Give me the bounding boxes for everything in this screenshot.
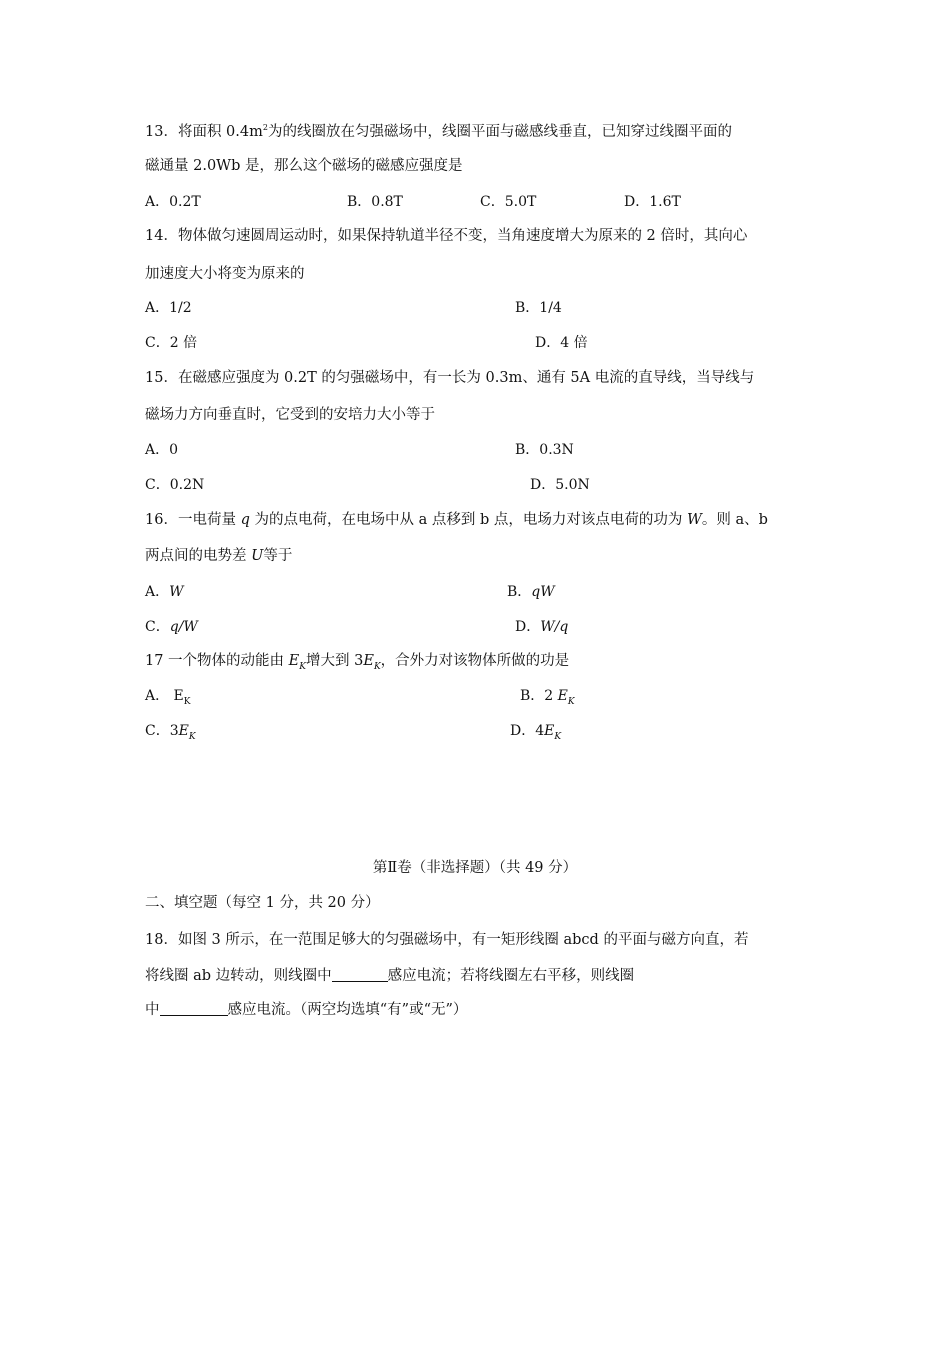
q16-option-b: B．qW [507,584,555,600]
q14-stem-line2: 加速度大小将变为原来的 [145,266,305,282]
q14-option-a: A．1/2 [145,300,192,316]
q14-option-c: C．2 倍 [145,335,198,351]
q17-option-b: B．2 $E_K$ [520,688,575,707]
q18-stem-line3: 中 感应电流。（两空均选填“有”或“无”） [145,1002,468,1018]
q13-option-a: A．0.2T [145,194,201,210]
q18-stem-line1: 18．如图 3 所示，在一范围足够大的匀强磁场中，有一矩形线圈 abcd 的平面与磁方向直，若 [145,932,749,948]
q15-option-a: A．0 [145,442,179,458]
q13-option-d: D．1.6T [624,194,681,210]
q15-option-d: D．5.0N [530,477,590,493]
q17-option-c: C．$3E_K$ [145,723,196,742]
q13-option-c: C．5.0T [480,194,537,210]
q18-blank-1[interactable] [332,967,388,982]
q15-stem-line1: 15．在磁感应强度为 0.2T 的匀强磁场中，有一长为 0.3m、通有 5A 电流的直导线，当导线与 [145,370,755,386]
q14-option-b: B．1/4 [515,300,562,316]
q16-option-c: C．q/W [145,619,198,635]
q13-stem-line1: 13．将面积 $0.4m^2$为的线圈放在匀强磁场中，线圈平面与磁感线垂直，已知穿过线圈平面的 [145,123,732,140]
q16-stem-line2: 两点间的电势差 U等于 [145,548,293,564]
q15-stem-line2: 磁场力方向垂直时，它受到的安培力大小等于 [145,407,435,423]
q16-option-d: D．W/q [515,619,569,635]
q13-stem-line2: 磁通量 2.0Wb 是，那么这个磁场的磁感应强度是 [145,158,463,174]
section-2-part-heading: 二、填空题（每空 1 分，共 20 分） [145,895,380,911]
q16-stem-line1: 16．一电荷量 q 为的点电荷，在电场中从 a 点移到 b 点，电场力对该点电荷的功为 W。则 a、b [145,512,768,528]
q18-stem-line2: 将线圈 ab 边转动，则线圈中 感应电流；若将线圈左右平移，则线圈 [145,968,635,984]
q17-option-a: A． $E_K$ [145,688,191,707]
q14-option-d: D．4 倍 [535,335,588,351]
q15-option-c: C．0.2N [145,477,205,493]
q16-option-a: A．W [145,584,184,600]
q14-stem-line1: 14．物体做匀速圆周运动时，如果保持轨道半径不变，当角速度增大为原来的 2 倍时，其向心 [145,228,748,244]
q18-blank-2[interactable] [160,1001,228,1016]
q13-option-b: B．0.8T [347,194,403,210]
section-2-title: 第Ⅱ卷（非选择题）（共 49 分） [372,860,578,876]
q17-option-d: D．$4E_K$ [510,723,562,742]
q15-option-b: B．0.3N [515,442,574,458]
q17-stem: 17 一个物体的动能由 $E_K$增大到 $3E_K$，合外力对该物体所做的功是 [145,653,570,672]
